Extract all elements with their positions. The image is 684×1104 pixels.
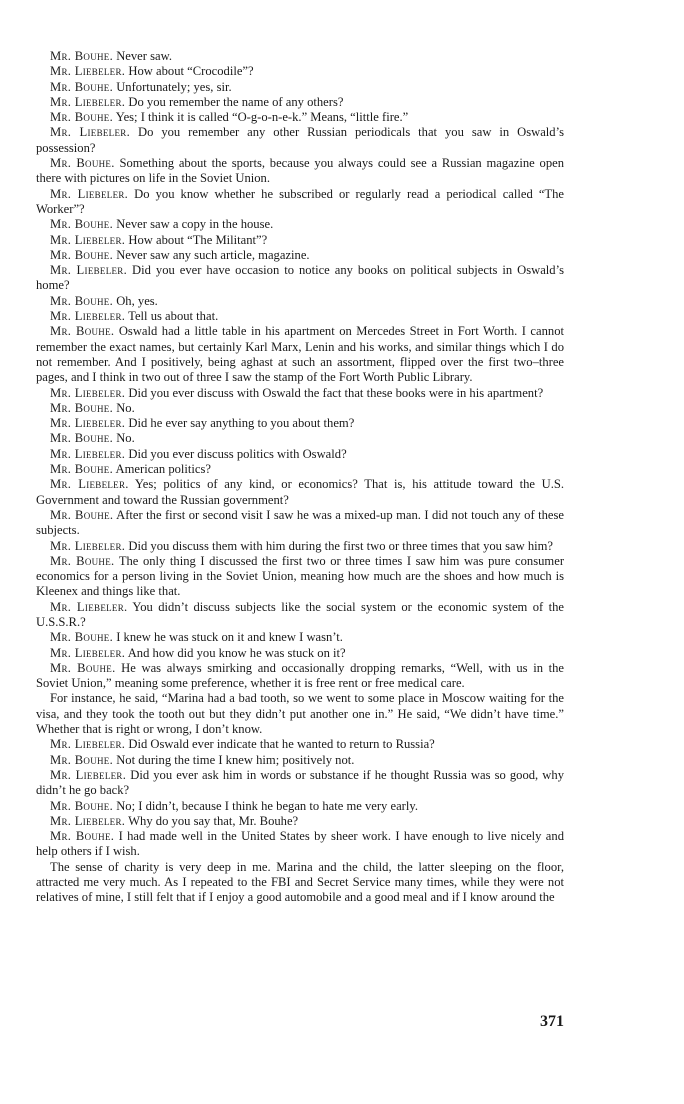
paragraph-text: I knew he was stuck on it and knew I wasn’t. [116, 630, 343, 645]
speaker-label: Mr. Liebeler. [50, 737, 126, 752]
speaker-label: Mr. Bouhe. [50, 431, 114, 446]
testimony-paragraph [36, 539, 564, 554]
paragraph-text: How about “The Militant”? [128, 232, 268, 247]
testimony-paragraph [36, 80, 564, 95]
speaker-label: Mr. Liebeler. [50, 186, 129, 201]
speaker-label: Mr. Liebeler. [50, 309, 126, 324]
testimony-paragraph [36, 156, 564, 187]
speaker-label: Mr. Bouhe. [50, 293, 114, 308]
paragraph-text: You didn’t discuss subjects like the social system or the economic system of the U.S.S.R.? [36, 599, 564, 629]
paragraph-text: No. [116, 431, 135, 446]
testimony-paragraph [36, 110, 564, 125]
speaker-label: Mr. Bouhe. [50, 400, 114, 415]
paragraph-text: Unfortunately; yes, sir. [116, 79, 232, 94]
speaker-label: Mr. Bouhe. [50, 324, 115, 339]
speaker-label: Mr. Bouhe. [50, 247, 114, 262]
paragraph-text: Did you ever discuss politics with Oswald? [128, 446, 347, 461]
testimony-paragraph [36, 661, 564, 692]
paragraph-text: Never saw any such article, magazine. [116, 247, 310, 262]
paragraph-text: Do you remember any other Russian periodicals that you saw in Oswald’s possession? [36, 125, 564, 155]
testimony-paragraph [36, 324, 564, 385]
paragraph-text: Did you ever have occasion to notice any books on political subjects in Oswald’s home? [36, 263, 564, 293]
speaker-label: Mr. Liebeler. [50, 645, 126, 660]
speaker-label: Mr. Bouhe. [50, 217, 114, 232]
testimony-paragraph [36, 691, 564, 737]
testimony-paragraph [36, 508, 564, 539]
paragraph-text: After the first or second visit I saw he was a mixed-up man. I did not touch any of these subjects. [36, 507, 564, 538]
testimony-paragraph [36, 95, 564, 110]
testimony-paragraph [36, 462, 564, 477]
speaker-label: Mr. Liebeler. [50, 263, 128, 278]
paragraph-text: The sense of charity is very deep in me. Marina and the child, the latter sleeping on the floor, attracted me very much. As I repeated to the FBI and Secret Service many times, while they were not relatives of mine, I still felt that if I enjoy a good automobile and a good meal and if I know around the [36, 859, 564, 905]
testimony-paragraph [36, 860, 564, 906]
speaker-label: Mr. Liebeler. [50, 477, 129, 492]
testimony-paragraph [36, 646, 564, 661]
paragraph-text: Did you discuss them with him during the first two or three times that you saw him? [128, 538, 554, 553]
speaker-label: Mr. Liebeler. [50, 446, 126, 461]
testimony-paragraph [36, 386, 564, 401]
testimony-paragraph [36, 814, 564, 829]
speaker-label: Mr. Liebeler. [50, 813, 126, 828]
paragraph-text: Yes; politics of any kind, or economics? That is, his attitude toward the U.S. Government and toward the Russian government? [36, 477, 564, 507]
speaker-label: Mr. Liebeler. [50, 767, 127, 782]
paragraph-text: How about “Crocodile”? [128, 64, 254, 79]
paragraph-text: Never saw. [116, 49, 173, 63]
paragraph-text: Oswald had a little table in his apartment on Mercedes Street in Fort Worth. I cannot remember the exact names, but certainly Karl Marx, Lenin and his works, and similar things which I do not remember. And I positively, being aghast at such an assortment, flipped over the first two–three pages, and I think in two out of three I saw the stamp of the Fort Worth Public Library. [36, 324, 564, 385]
testimony-paragraph [36, 187, 564, 218]
testimony-paragraph [36, 309, 564, 324]
speaker-label: Mr. Bouhe. [50, 79, 114, 94]
testimony-paragraph [36, 799, 564, 814]
speaker-label: Mr. Bouhe. [50, 507, 114, 522]
paragraph-text: Do you know whether he subscribed or regularly read a periodical called “The Worker”? [36, 186, 564, 216]
testimony-paragraph [36, 294, 564, 309]
testimony-paragraph [36, 829, 564, 860]
paragraph-text: Did Oswald ever indicate that he wanted to return to Russia? [128, 737, 435, 752]
paragraph-text: No. [116, 400, 135, 415]
paragraph-text: Did you ever ask him in words or substance if he thought Russia was so good, why didn’t he go back? [36, 767, 564, 798]
paragraph-text: Why do you say that, Mr. Bouhe? [128, 813, 299, 828]
speaker-label: Mr. Bouhe. [50, 829, 115, 844]
speaker-label: Mr. Liebeler. [50, 64, 126, 79]
speaker-label: Mr. Bouhe. [50, 156, 115, 171]
speaker-label: Mr. Bouhe. [50, 630, 114, 645]
paragraph-text: No; I didn’t, because I think he began to hate me very early. [116, 798, 418, 813]
speaker-label: Mr. Liebeler. [50, 416, 126, 431]
paragraph-text: Did you ever discuss with Oswald the fact that these books were in his apartment? [128, 385, 544, 400]
paragraph-text: Do you remember the name of any others? [128, 94, 344, 109]
testimony-paragraph [36, 753, 564, 768]
paragraph-text: Oh, yes. [116, 293, 158, 308]
testimony-paragraph [36, 630, 564, 645]
speaker-label: Mr. Bouhe. [50, 798, 114, 813]
testimony-paragraph [36, 401, 564, 416]
testimony-paragraph [36, 554, 564, 600]
testimony-paragraph [36, 125, 564, 156]
testimony-paragraph [36, 248, 564, 263]
speaker-label: Mr. Bouhe. [50, 49, 114, 63]
paragraph-text: Yes; I think it is called “O-g-o-n-e-k.” Means, “little fire.” [115, 110, 409, 125]
speaker-label: Mr. Bouhe. [50, 110, 114, 125]
paragraph-text: For instance, he said, “Marina had a bad tooth, so we went to some place in Moscow waiting for the visa, and they took the tooth out but they didn’t put another one in.” He said, “We didn’t have time.” Whether that is right or wrong, I don’t know. [36, 691, 564, 737]
testimony-page [36, 49, 564, 906]
testimony-paragraph [36, 477, 564, 508]
testimony-paragraph [36, 233, 564, 248]
paragraph-text: The only thing I discussed the first two or three times I saw him was pure consumer economics for a person living in the Soviet Union, meaning how much are the shoes and how much is Kleenex and things like that. [36, 553, 565, 599]
testimony-paragraph [36, 217, 564, 232]
paragraph-text: Did he ever say anything to you about them? [128, 416, 355, 431]
speaker-label: Mr. Liebeler. [50, 94, 126, 109]
speaker-label: Mr. Bouhe. [50, 752, 114, 767]
testimony-paragraph [36, 447, 564, 462]
speaker-label: Mr. Bouhe. [50, 462, 114, 477]
paragraph-text: He was always smirking and occasionally dropping remarks, “Well, with us in the Soviet Union,” meaning some preference, whether it is free rent or free medical care. [36, 660, 565, 691]
testimony-paragraph [36, 600, 564, 631]
speaker-label: Mr. Bouhe. [50, 660, 116, 675]
paragraph-text: I had made well in the United States by sheer work. I have enough to live nicely and help others if I wish. [36, 829, 564, 859]
paragraph-text: And how did you know he was stuck on it? [127, 645, 346, 660]
speaker-label: Mr. Liebeler. [50, 385, 126, 400]
transcript-body [36, 49, 564, 906]
page-number: 371 [540, 1013, 564, 1030]
speaker-label: Mr. Liebeler. [50, 599, 128, 614]
testimony-paragraph [36, 737, 564, 752]
paragraph-text: Tell us about that. [128, 309, 219, 324]
paragraph-text: American politics? [115, 462, 211, 477]
testimony-paragraph [36, 416, 564, 431]
paragraph-text: Something about the sports, because you always could see a Russian magazine open there with pictures on life in the Soviet Union. [36, 156, 564, 186]
speaker-label: Mr. Liebeler. [50, 538, 126, 553]
speaker-label: Mr. Bouhe. [50, 553, 115, 568]
paragraph-text: Never saw a copy in the house. [116, 217, 274, 232]
testimony-paragraph [36, 49, 564, 64]
testimony-paragraph [36, 431, 564, 446]
paragraph-text: Not during the time I knew him; positively not. [116, 752, 355, 767]
testimony-paragraph [36, 263, 564, 294]
testimony-paragraph [36, 64, 564, 79]
speaker-label: Mr. Liebeler. [50, 232, 126, 247]
testimony-paragraph [36, 768, 564, 799]
speaker-label: Mr. Liebeler. [50, 125, 131, 140]
